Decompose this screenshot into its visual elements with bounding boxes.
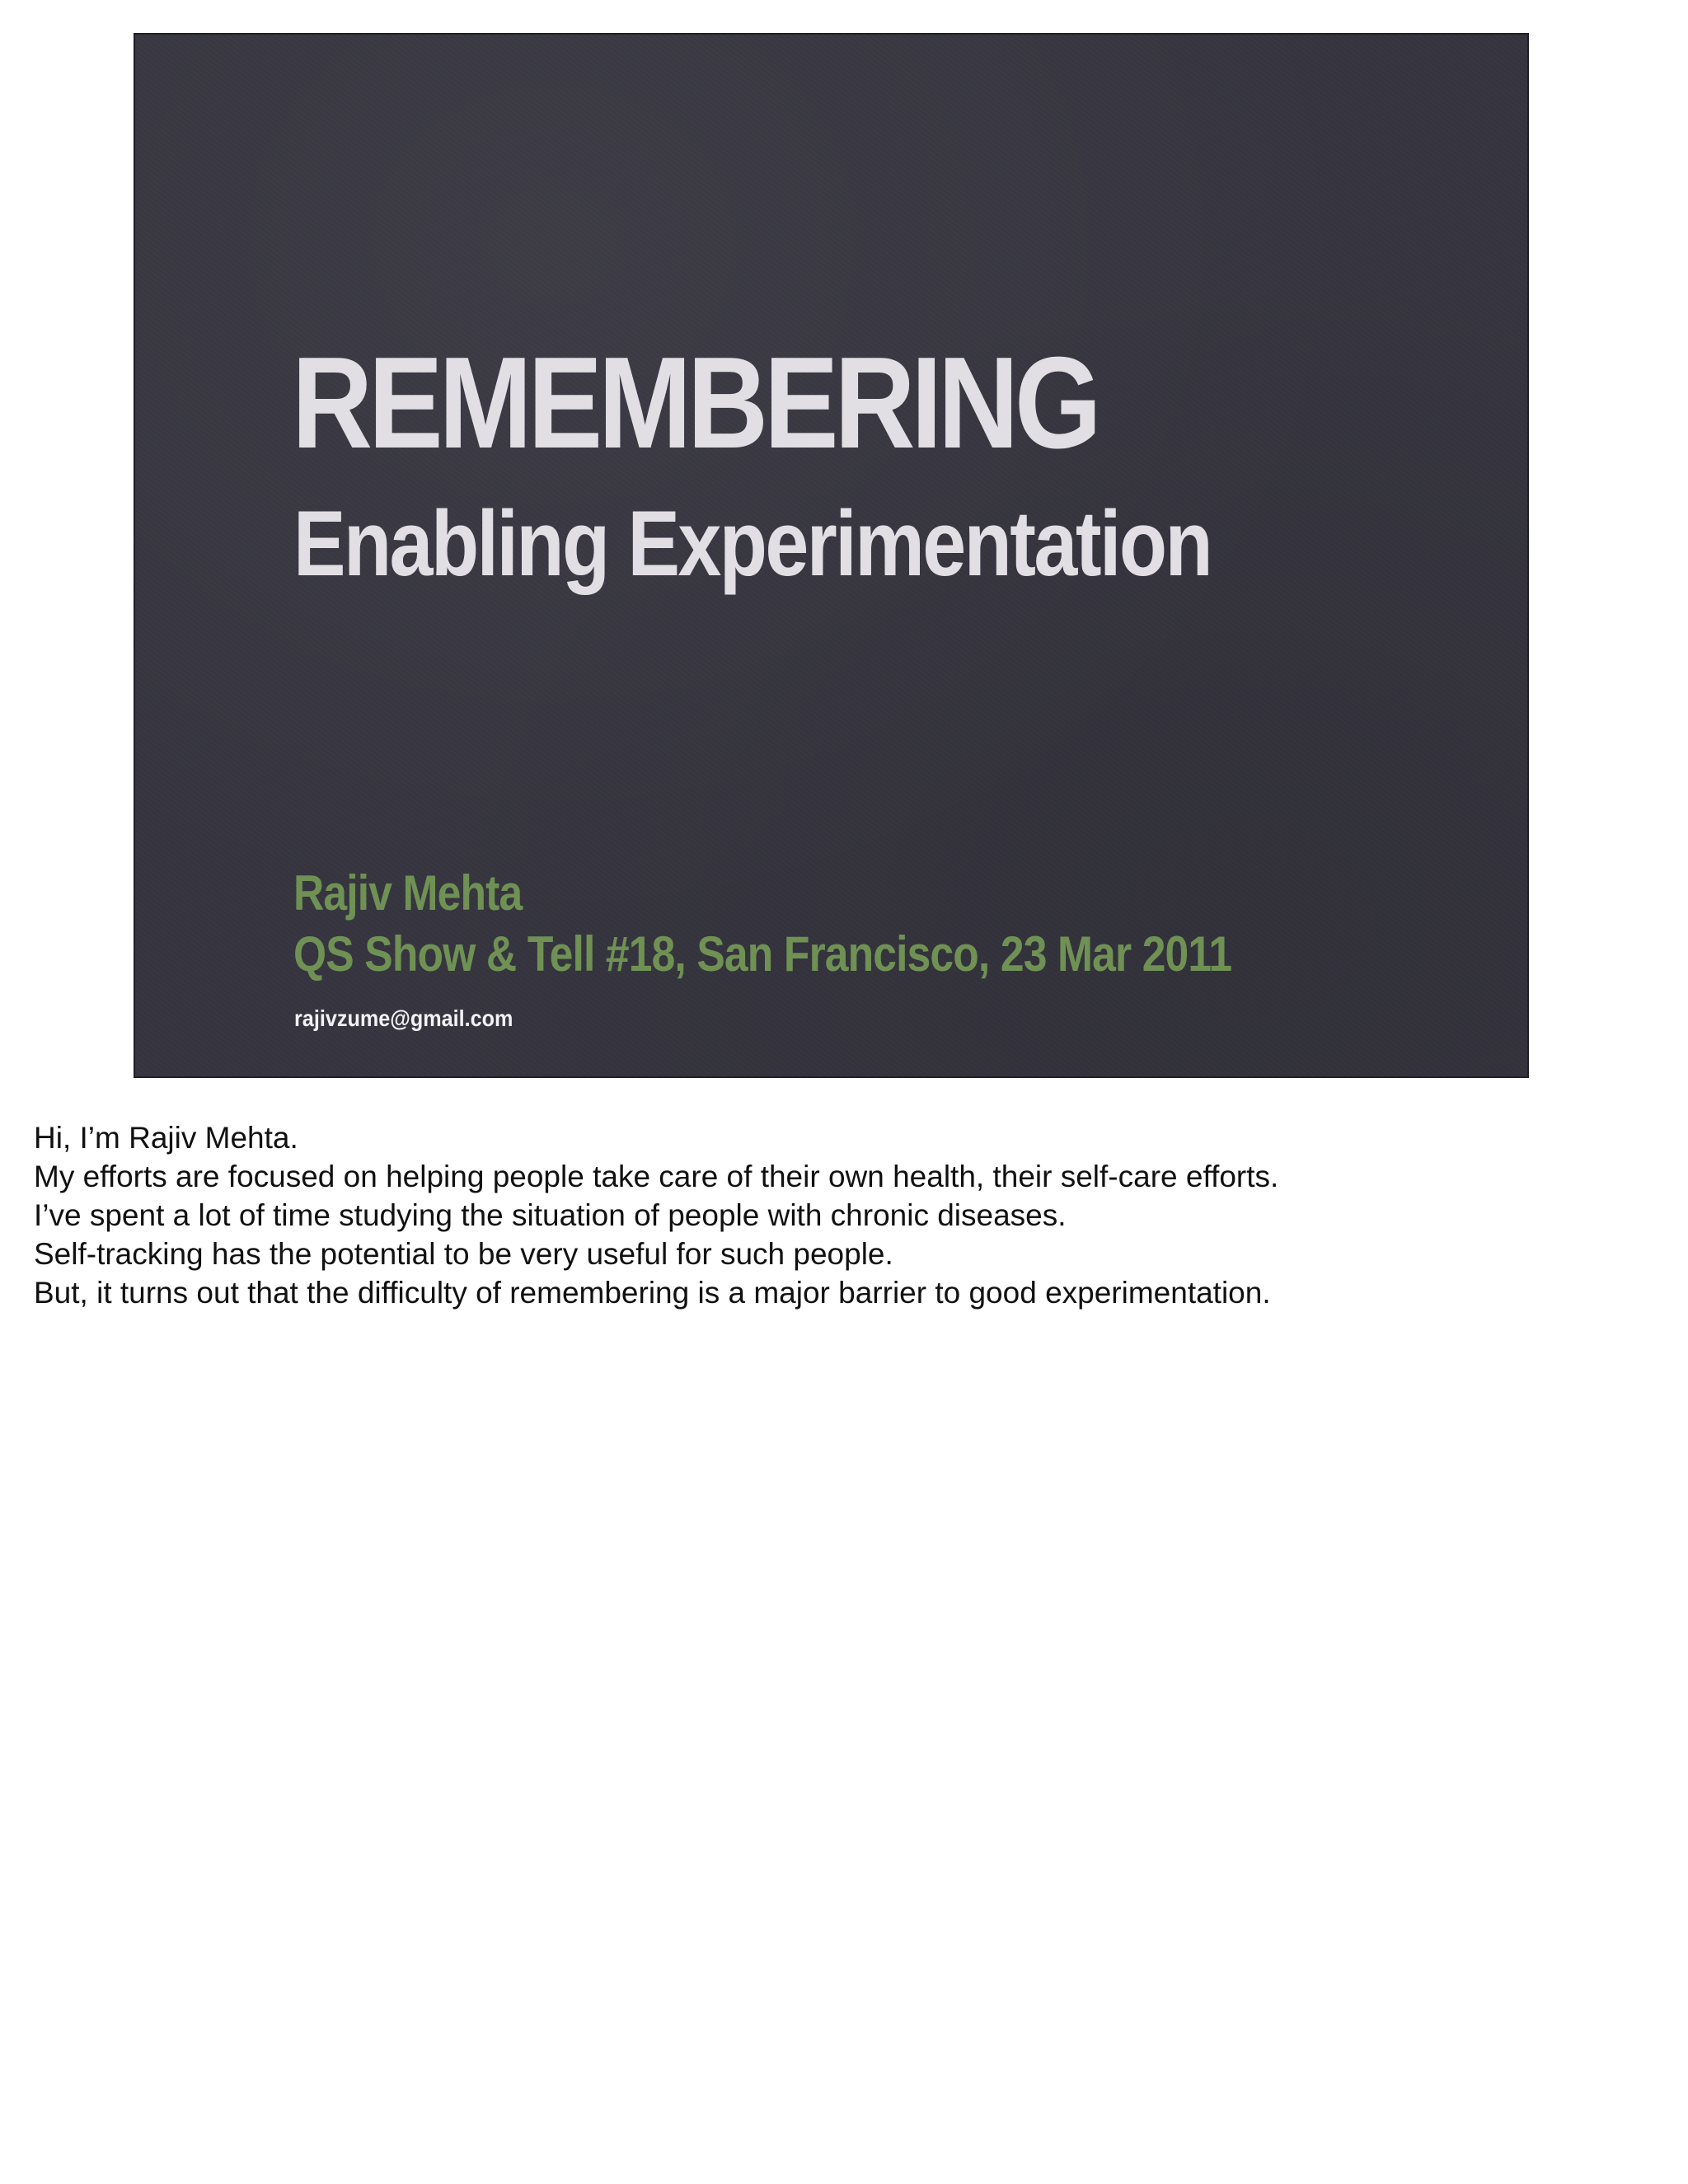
author-email: rajivzume@gmail.com — [294, 1005, 513, 1031]
speaker-notes — [34, 1118, 1641, 1312]
note-line: But, it turns out that the difficulty of remembering is a major barrier to good experimentation. — [34, 1276, 1271, 1310]
slide-subtitle: Enabling Experimentation — [293, 492, 1212, 595]
note-line: Self-tracking has the potential to be very useful for such people. — [34, 1237, 893, 1271]
event-info: QS Show & Tell #18, San Francisco, 23 Mar 2011 — [293, 926, 1232, 982]
author-name: Rajiv Mehta — [293, 865, 523, 921]
note-line: I’ve spent a lot of time studying the situation of people with chronic diseases. — [34, 1198, 1067, 1232]
slide-image — [134, 33, 1529, 1078]
slide-title: REMEMBERING — [292, 330, 1098, 476]
note-line: My efforts are focused on helping people take care of their own health, their self-care efforts. — [34, 1160, 1279, 1193]
note-line: Hi, I’m Rajiv Mehta. — [34, 1121, 298, 1155]
